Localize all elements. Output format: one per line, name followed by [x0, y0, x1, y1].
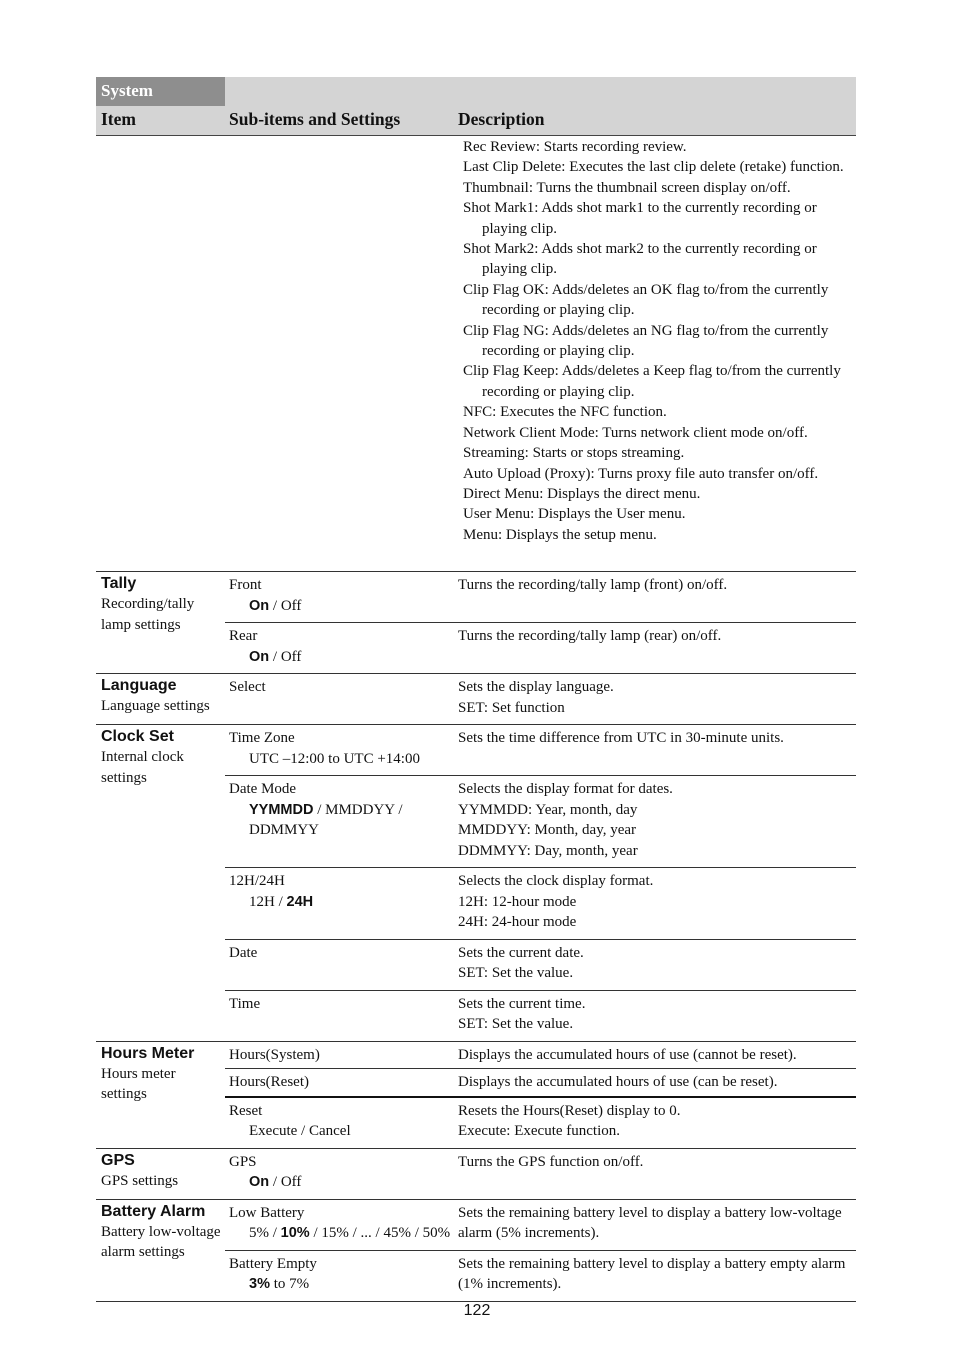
sub-item-name: Battery Empty	[229, 1255, 317, 1272]
item-title: Hours Meter	[101, 1044, 195, 1062]
group-language	[96, 674, 856, 725]
default-option: On	[249, 648, 270, 665]
item-cell	[96, 1042, 225, 1148]
list-item: Clip Flag Keep: Adds/deletes a Keep flag to/from the currently recording or playing clip.	[463, 363, 841, 400]
option: to 7%	[269, 1276, 310, 1292]
column-header-description: Description	[458, 109, 545, 129]
group-hours-meter	[96, 1042, 856, 1149]
table-row	[225, 867, 856, 939]
description: Sets the remaining battery level to display a battery empty alarm (1% increments).	[458, 1255, 846, 1292]
option-separator: /	[269, 1174, 281, 1190]
description: Selects the display format for dates.	[458, 781, 673, 797]
item-subtitle: Battery low-voltage alarm settings	[101, 1223, 221, 1260]
column-header-item: Item	[101, 109, 136, 129]
description: Turns the recording/tally lamp (rear) on/off.	[458, 628, 722, 644]
default-option: On	[249, 597, 270, 614]
list-item: Clip Flag NG: Adds/deletes an NG flag to/from the currently recording or playing clip.	[463, 322, 829, 360]
sub-item-name: GPS	[229, 1153, 257, 1170]
table-row	[225, 775, 856, 867]
table-row	[225, 990, 856, 1041]
description: Sets the current date.	[458, 944, 584, 961]
description: 24H: 24-hour mode	[458, 914, 577, 930]
item-title: Clock Set	[101, 728, 174, 745]
section-tab: System	[96, 77, 225, 106]
list-item: Shot Mark2: Adds shot mark2 to the currently recording or playing clip.	[463, 241, 817, 278]
sub-item-name: Select	[229, 679, 266, 695]
list-item: Direct Menu: Displays the direct menu.	[463, 485, 701, 502]
continued-description-row	[96, 136, 856, 572]
description: MMDDYY: Month, day, year	[458, 822, 637, 838]
description: Turns the recording/tally lamp (front) on/off.	[458, 577, 728, 593]
list-item: Network Client Mode: Turns network client mode on/off.	[463, 424, 808, 441]
item-subtitle: Recording/tally lamp settings	[101, 596, 195, 633]
item-title: Tally	[101, 575, 137, 592]
sub-item-name: Time Zone	[229, 730, 295, 746]
option: 12H /	[249, 893, 287, 910]
list-item: User Menu: Displays the User menu.	[463, 506, 686, 523]
description: Sets the display language.	[458, 679, 614, 695]
item-subtitle: Language settings	[101, 698, 210, 714]
table-row	[225, 674, 856, 724]
description: Turns the GPS function on/off.	[458, 1153, 644, 1170]
sub-item-options	[229, 647, 454, 668]
description: Selects the clock display format.	[458, 873, 654, 889]
description: Execute: Execute function.	[458, 1123, 621, 1139]
list-item: Rec Review: Starts recording review.	[463, 139, 687, 155]
item-cell	[96, 572, 225, 673]
default-option: On	[249, 1174, 270, 1190]
list-item: Auto Upload (Proxy): Turns proxy file auto transfer on/off.	[463, 465, 819, 482]
list-item: Menu: Displays the setup menu.	[463, 526, 657, 543]
assignable-functions-list	[463, 137, 855, 545]
list-item: Shot Mark1: Adds shot mark1 to the currently recording or playing clip.	[463, 200, 817, 237]
item-subtitle: Internal clock settings	[101, 749, 184, 786]
option-separator: /	[269, 648, 281, 665]
list-item: Streaming: Starts or stops streaming.	[463, 445, 685, 462]
default-option: YYMMDD	[249, 801, 314, 818]
description: Displays the accumulated hours of use (cannot be reset).	[458, 1046, 797, 1063]
sub-item-options	[229, 1223, 454, 1244]
sub-item-name: Hours(System)	[229, 1046, 320, 1063]
table-row	[225, 1068, 856, 1096]
table-row	[225, 1042, 856, 1069]
item-title: Language	[101, 677, 177, 694]
description: SET: Set the value.	[458, 965, 574, 981]
description: SET: Set function	[458, 699, 565, 716]
table-row	[225, 572, 856, 622]
item-subtitle: Hours meter settings	[101, 1065, 176, 1102]
item-subtitle: GPS settings	[101, 1172, 179, 1189]
sub-item-options	[229, 596, 454, 617]
option: Off	[280, 1174, 302, 1190]
default-option: 3%	[249, 1276, 270, 1292]
option: / 15% / ... / 45% / 50%	[309, 1225, 451, 1241]
option: Off	[280, 648, 302, 665]
sub-item-name: Front	[229, 577, 262, 593]
table-header	[96, 77, 856, 136]
column-header-sub-items: Sub-items and Settings	[229, 109, 401, 129]
sub-item-name: Time	[229, 995, 261, 1012]
table-row	[225, 1200, 856, 1250]
sub-item-name: Date	[229, 944, 258, 961]
option-separator: /	[269, 597, 281, 614]
sub-item-name: Hours(Reset)	[229, 1074, 309, 1090]
description: SET: Set the value.	[458, 1016, 574, 1032]
list-item: Last Clip Delete: Executes the last clip delete (retake) function.	[463, 159, 844, 176]
item-title: GPS	[101, 1151, 135, 1169]
option: Off	[280, 597, 302, 614]
sub-item-options	[229, 1274, 454, 1295]
description: Resets the Hours(Reset) display to 0.	[458, 1102, 681, 1119]
description: Sets the time difference from UTC in 30-minute units.	[458, 730, 784, 746]
sub-item-options	[229, 892, 454, 913]
sub-item-options: Execute / Cancel	[249, 1123, 351, 1139]
default-option: 24H	[286, 893, 314, 910]
list-item: NFC: Executes the NFC function.	[463, 404, 667, 421]
sub-item-name: Reset	[229, 1102, 263, 1119]
table-row	[225, 1250, 856, 1301]
description: DDMMYY: Day, month, year	[458, 842, 638, 859]
group-clock-set	[96, 725, 856, 1042]
list-item: Thumbnail: Turns the thumbnail screen display on/off.	[463, 179, 791, 196]
item-cell	[96, 1149, 225, 1199]
table-row	[225, 939, 856, 990]
description: Sets the current time.	[458, 995, 586, 1012]
item-cell	[96, 725, 225, 1041]
settings-table	[96, 77, 856, 1302]
option: 5% /	[249, 1225, 281, 1241]
sub-item-name: Low Battery	[229, 1204, 305, 1221]
sub-item-options	[229, 800, 454, 841]
item-title: Battery Alarm	[101, 1202, 206, 1220]
description: 12H: 12-hour mode	[458, 893, 577, 910]
group-tally	[96, 572, 856, 674]
sub-item-name: Rear	[229, 628, 258, 644]
table-row	[225, 1096, 856, 1148]
default-option: 10%	[280, 1225, 310, 1241]
table-row	[225, 725, 856, 775]
table-row	[225, 622, 856, 673]
option: / MMDDYY / DDMMYY	[249, 801, 403, 838]
description: Sets the remaining battery level to display a battery low-voltage alarm (5% increments).	[458, 1204, 842, 1241]
page-number: 122	[463, 1302, 491, 1319]
table-row	[225, 1149, 856, 1199]
group-gps	[96, 1149, 856, 1200]
sub-item-name: 12H/24H	[229, 873, 285, 889]
sub-item-name: Date Mode	[229, 781, 297, 797]
sub-item-options: UTC –12:00 to UTC +14:00	[249, 750, 420, 767]
description: Displays the accumulated hours of use (can be reset).	[458, 1074, 778, 1090]
description: YYMMDD: Year, month, day	[458, 801, 638, 818]
sub-item-options	[229, 1172, 454, 1193]
group-battery-alarm	[96, 1200, 856, 1302]
item-cell	[96, 1200, 225, 1301]
list-item: Clip Flag OK: Adds/deletes an OK flag to/from the currently recording or playing clip.	[463, 281, 829, 319]
item-cell	[96, 674, 225, 724]
